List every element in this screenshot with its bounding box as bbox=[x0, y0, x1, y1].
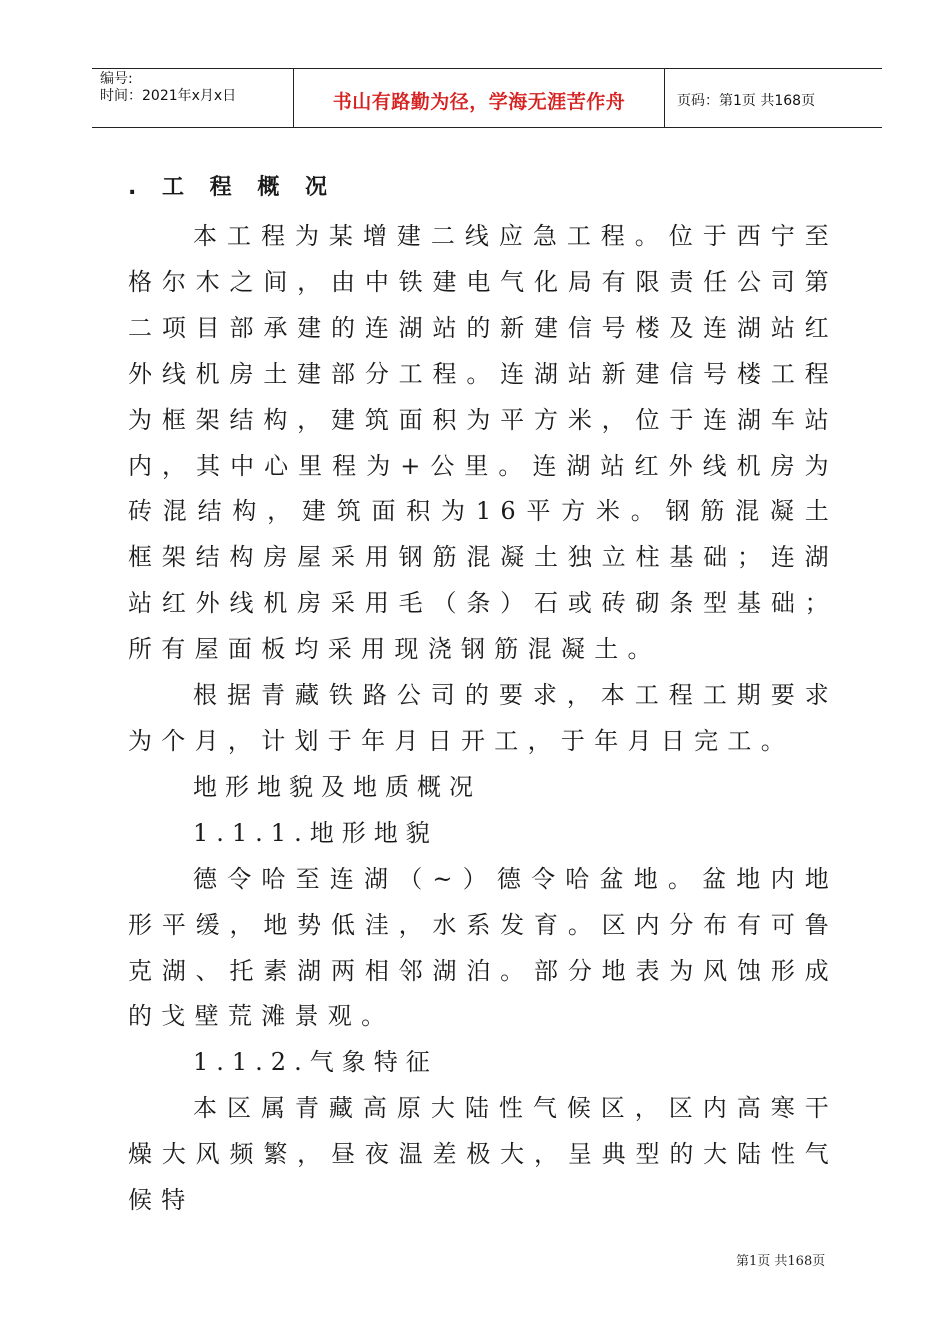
section-title: . 工 程 概 况 bbox=[128, 175, 336, 200]
header-motto: 书山有路勤为径，学海无涯苦作舟 bbox=[294, 69, 665, 127]
paragraph-schedule: 根据青藏铁路公司的要求，本工程工期要求为个月，计划于年月日开工，于年月日完工。 bbox=[128, 681, 838, 755]
heading-climate: 1.1.2.气象特征 bbox=[193, 1048, 438, 1077]
header-page-info: 页码：第1页 共168页 bbox=[677, 93, 816, 109]
time-label: 时间：2021年x月x日 bbox=[100, 88, 237, 104]
paragraph-project-overview: 本工程为某增建二线应急工程。位于西宁至格尔木之间，由中铁建电气化局有限责任公司第二项目部承建的连湖站的新建信号楼及连湖站红外线机房土建部分工程。连湖站新建信号楼工程为框架结构，建筑面积为平方米，位于连湖车站内，其中心里程为+公里。连湖站红外线机房为砖混结构，建筑面积为16平方米。钢筋混凝土框架结构房屋采用钢筋混凝土独立柱基础；连湖站红外线机房采用毛（条）石或砖砌条型基础；所有屋面板均采用现浇钢筋混凝土。 bbox=[128, 222, 838, 664]
document-body bbox=[128, 168, 838, 1224]
doc-number-label: 编号: bbox=[100, 71, 133, 87]
heading-terrain: 1.1.1.地形地貌 bbox=[193, 818, 438, 847]
page-header bbox=[92, 68, 882, 128]
header-meta-cell bbox=[92, 69, 294, 127]
paragraph-climate: 本区属青藏高原大陆性气候区，区内高寒干燥大风频繁，昼夜温差极大，呈典型的大陆性气候特 bbox=[128, 1094, 838, 1215]
heading-terrain-geology: 地形地貌及地质概况 bbox=[193, 772, 481, 801]
paragraph-terrain: 德令哈至连湖（~）德令哈盆地。盆地内地形平缓，地势低洼，水系发育。区内分布有可鲁克湖、托素湖两相邻湖泊。部分地表为风蚀形成的戈壁荒滩景观。 bbox=[128, 864, 838, 1031]
page-footer: 第1页 共168页 bbox=[736, 1254, 826, 1269]
